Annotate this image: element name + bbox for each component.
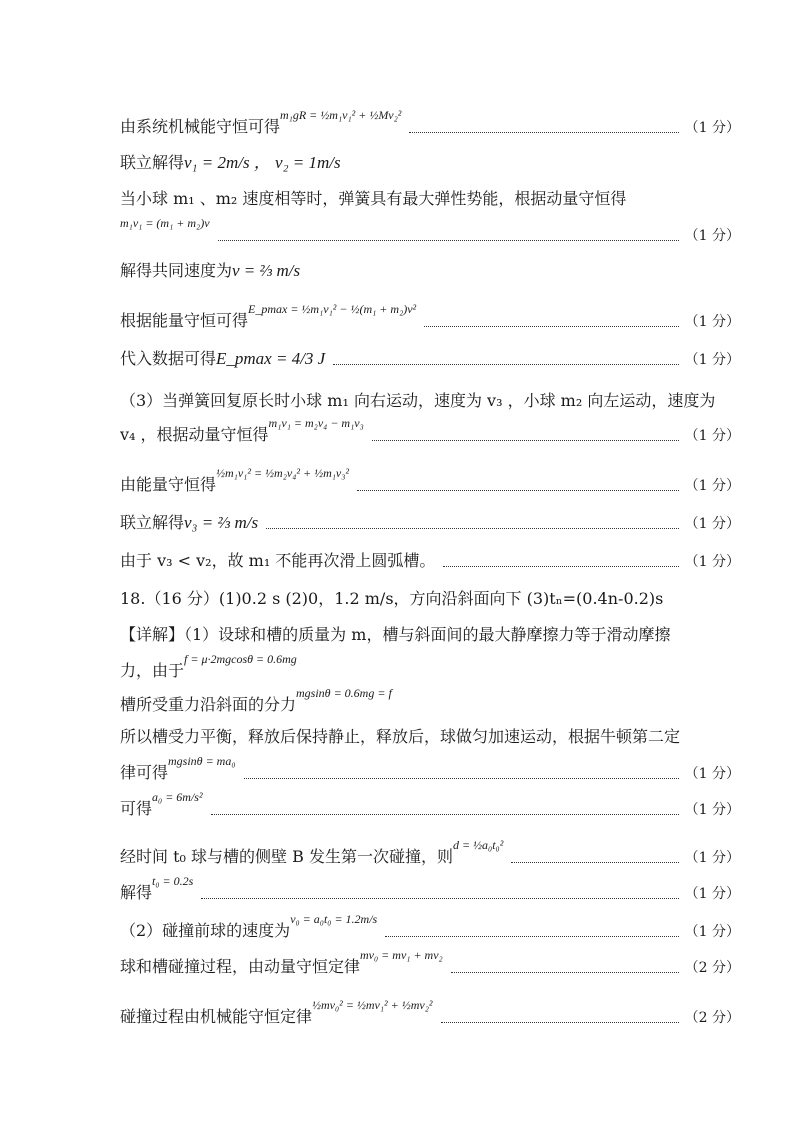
line-first-collision xyxy=(120,838,740,868)
dot-leader xyxy=(218,240,679,241)
line-text: 当小球 m₁ 、m₂ 速度相等时，弹簧具有最大弹性势能，根据动量守恒得 xyxy=(120,189,627,208)
line-text: 18.（16 分）(1)0.2 s (2)0，1.2 m/s，方向沿斜面向下 (3)tₙ=(0.4n-0.2)s xyxy=(120,589,664,608)
line-text: 力，由于 xyxy=(120,661,185,680)
score-label: （1 分） xyxy=(684,766,740,782)
line-velocity-before xyxy=(120,912,740,942)
formula: v₃ = ⅔ m/s xyxy=(184,513,259,532)
line-equal-speed xyxy=(120,180,740,210)
line-text: 解得 xyxy=(120,883,153,902)
line-text: v₄ ，根据动量守恒得 xyxy=(120,425,269,444)
score-label: （1 分） xyxy=(684,516,740,532)
score-label: （1 分） xyxy=(684,924,740,940)
line-text: 所以槽受力平衡，释放后保持静止，释放后，球做匀加速运动，根据牛顿第二定 xyxy=(120,727,681,746)
formula: m₁v₁ = (m₁ + m₂)v xyxy=(120,216,210,230)
dot-leader xyxy=(385,936,678,937)
line-epmax-value xyxy=(120,340,740,370)
dot-leader xyxy=(424,326,678,327)
formula: E_pmax = 4/3 J xyxy=(216,349,326,368)
line-conclusion xyxy=(120,542,740,572)
dot-leader xyxy=(451,972,679,973)
line-acceleration xyxy=(120,790,740,820)
dot-leader xyxy=(266,528,679,529)
line-common-velocity xyxy=(120,252,740,282)
line-momentum-1 xyxy=(120,216,740,246)
dot-leader xyxy=(333,364,678,365)
line-text: 代入数据可得 xyxy=(120,349,217,368)
line-energy-2 xyxy=(120,466,740,496)
formula: ½mv₀² = ½mv₁² + ½mv₂² xyxy=(312,998,433,1012)
line-text: 根据能量守恒可得 xyxy=(120,311,249,330)
dot-leader xyxy=(409,132,678,133)
line-solve-t0 xyxy=(120,874,740,904)
formula: d = ½a₀t₀² xyxy=(452,838,504,852)
formula: mv₀ = mv₁ + mv₂ xyxy=(360,948,443,962)
dot-leader xyxy=(244,778,679,779)
score-label: （1 分） xyxy=(684,554,740,570)
line-text: 碰撞过程由机械能守恒定律 xyxy=(120,1007,313,1026)
formula: ½m₁v₁² = ½m₂v₄² + ½m₁v₃² xyxy=(216,466,350,480)
formula: E_pmax = ½m₁v₁² − ½(m₁ + m₂)v² xyxy=(248,302,417,316)
formula: m₁gR = ½m₁v₁² + ½Mv₂² xyxy=(280,108,402,122)
line-energy-max xyxy=(120,302,740,332)
dot-leader xyxy=(511,862,678,863)
line-q18-answer xyxy=(120,580,740,610)
line-text: 由于 v₃ < v₂，故 m₁ 不能再次滑上圆弧槽。 xyxy=(120,551,436,570)
dot-leader xyxy=(211,814,679,815)
line-text: 联立解得 xyxy=(120,153,185,172)
formula: a₀ = 6m/s² xyxy=(152,790,203,804)
line-friction xyxy=(120,652,740,682)
dot-leader xyxy=(443,566,678,567)
line-collision-momentum xyxy=(120,948,740,978)
dot-leader xyxy=(372,440,679,441)
score-label: （2 分） xyxy=(684,1010,740,1026)
dot-leader xyxy=(357,490,679,491)
score-label: （1 分） xyxy=(684,428,740,444)
dot-leader xyxy=(201,898,678,899)
line-solve-v1-v2 xyxy=(120,144,740,174)
score-label: （1 分） xyxy=(684,802,740,818)
line-text: 【详解】（1）设球和槽的质量为 m，槽与斜面间的最大静摩擦力等于滑动摩擦 xyxy=(120,625,671,644)
formula: m₁v₁ = m₂v₄ − m₁v₃ xyxy=(268,416,364,430)
line-solve-v3 xyxy=(120,504,740,534)
line-text: 联立解得 xyxy=(120,513,185,532)
line-text: 球和槽碰撞过程，由动量守恒定律 xyxy=(120,957,361,976)
line-detail-intro xyxy=(120,616,740,646)
line-balance xyxy=(120,718,740,748)
score-label: （1 分） xyxy=(684,352,740,368)
line-text: （2）碰撞前球的速度为 xyxy=(120,921,291,940)
line-energy-conservation xyxy=(120,108,740,138)
formula: v₀ = a₀t₀ = 1.2m/s xyxy=(290,912,378,926)
line-collision-energy xyxy=(120,998,740,1028)
line-text: 由系统机械能守恒可得 xyxy=(120,117,281,136)
score-label: （1 分） xyxy=(684,314,740,330)
line-text: 解得共同速度为 xyxy=(120,261,233,280)
score-label: （1 分） xyxy=(684,850,740,866)
score-label: （1 分） xyxy=(684,228,740,244)
formula: mgsinθ = 0.6mg = f xyxy=(296,686,392,700)
line-momentum-2 xyxy=(120,416,740,446)
score-label: （1 分） xyxy=(684,886,740,902)
formula: v₁ = 2m/s ， v₂ = 1m/s xyxy=(184,153,341,172)
line-text: 律可得 xyxy=(120,763,169,782)
line-text: 槽所受重力沿斜面的分力 xyxy=(120,695,297,714)
formula: f = μ·2mgcosθ = 0.6mg xyxy=(184,652,297,666)
formula: t₀ = 0.2s xyxy=(152,874,194,888)
line-part3-intro xyxy=(120,382,740,412)
line-gravity-component xyxy=(120,686,740,716)
formula: v = ⅔ m/s xyxy=(232,261,301,280)
score-label: （2 分） xyxy=(684,960,740,976)
dot-leader xyxy=(441,1022,679,1023)
line-text: 可得 xyxy=(120,799,153,818)
line-text: （3）当弹簧回复原长时小球 m₁ 向右运动，速度为 v₃ ，小球 m₂ 向左运动，速度为 xyxy=(120,391,716,410)
score-label: （1 分） xyxy=(684,120,740,136)
line-newton xyxy=(120,754,740,784)
line-text: 经时间 t₀ 球与槽的侧壁 B 发生第一次碰撞，则 xyxy=(120,847,453,866)
score-label: （1 分） xyxy=(684,478,740,494)
line-text: 由能量守恒得 xyxy=(120,475,217,494)
formula: mgsinθ = ma₀ xyxy=(168,754,236,768)
